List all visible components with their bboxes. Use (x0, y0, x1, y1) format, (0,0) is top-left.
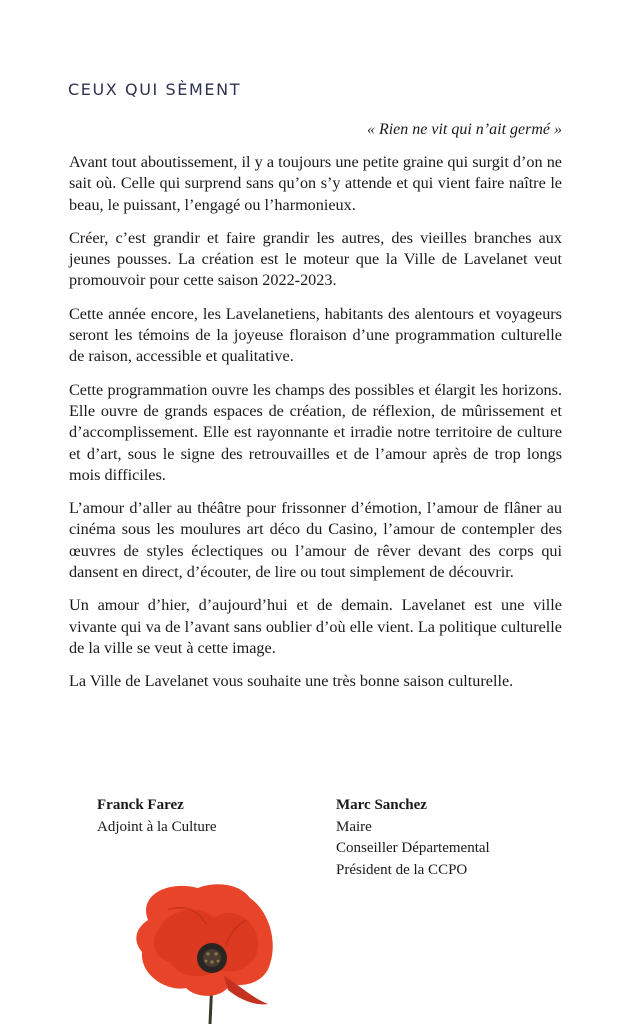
signature-block-right (336, 795, 490, 881)
signature-title: Conseiller Départemental (336, 840, 490, 856)
signature-title: Adjoint à la Culture (97, 818, 217, 835)
paragraph: Avant tout aboutissement, il y a toujours une petite graine qui surgit d’on ne sait où. Celle qui surprend sans qu’on s’y attende et qui vient faire naître le beau, le puissant, l’engagé ou l’harmonieux. (69, 153, 562, 214)
signature-title: Maire (336, 818, 372, 835)
paragraph: Créer, c’est grandir et faire grandir les autres, des vieilles branches aux jeunes pousses. La création est le moteur que la Ville de Lavelanet veut promouvoir pour cette saison 2022-2023. (69, 228, 562, 290)
epigraph-quote: « Rien ne vit qui n’ait germé » (366, 121, 562, 138)
paragraph: Cette année encore, les Lavelanetiens, habitants des alentours et voyageurs seront les témoins de la joyeuse floraison d’une programmation culturelle de raison, accessible et qualitative. (69, 304, 562, 366)
signature-name: Marc Sanchez (336, 797, 427, 813)
paragraph: Cette programmation ouvre les champs des possibles et élargit les horizons. Elle ouvre de grands espaces de création, de réflexion, de mûrissement et d’accomplissement. Elle est rayonnante et irradie notre territoire de culture et d’art, sous le signe des retrouvailles et de l’amour après de trop longs mois difficiles. (69, 380, 562, 484)
paragraph: La Ville de Lavelanet vous souhaite une très bonne saison culturelle. (69, 672, 514, 691)
page-title: CEUX QUI SÈMENT (68, 80, 242, 99)
paragraph: Un amour d’hier, d’aujourd’hui et de demain. Lavelanet est une ville vivante qui va de l’avant sans oublier d’où elle vient. La politique culturelle de la ville se veut à cette image. (69, 596, 562, 657)
signature-block-left (97, 795, 217, 838)
paragraph: L’amour d’aller au théâtre pour frissonner d’émotion, l’amour de flâner au cinéma sous les moulures art déco du Casino, l’amour de contempler des œuvres de styles éclectiques ou l’amour de rêver devant des corps qui dansent en direct, d’écouter, de lire ou tout simplement de découvrir. (69, 499, 562, 582)
signature-name: Franck Farez (97, 797, 184, 813)
body-text (69, 152, 562, 705)
signature-title: Président de la CCPO (336, 861, 468, 878)
poppy-flower-icon (128, 880, 288, 1024)
